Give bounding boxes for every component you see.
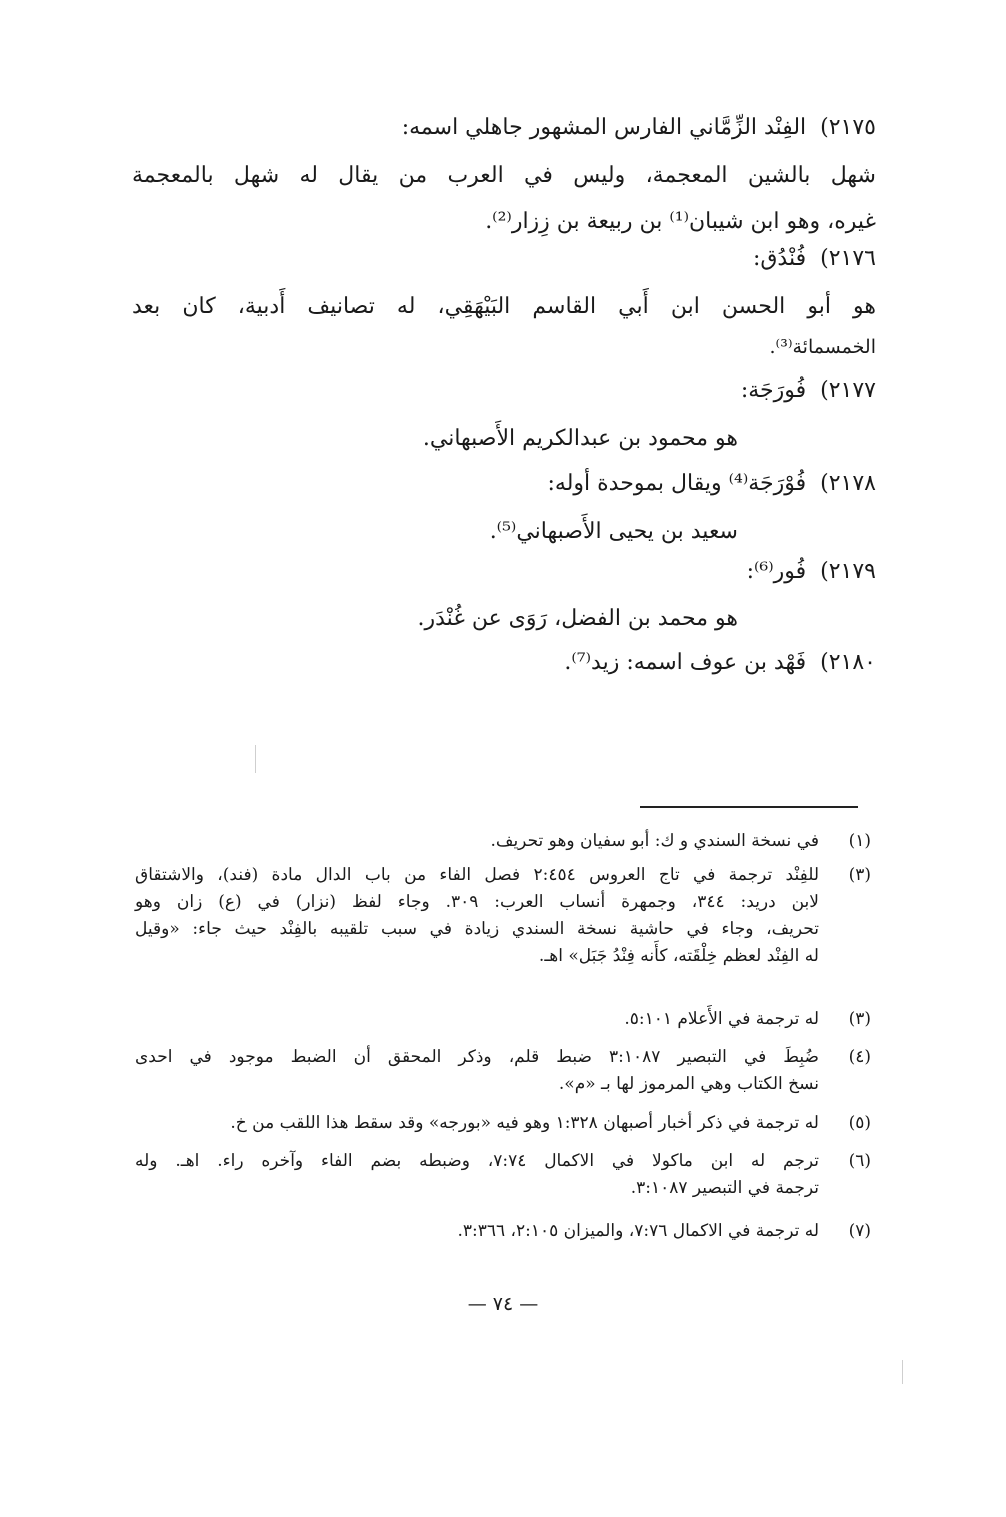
scan-mark — [255, 745, 256, 773]
footnote-marker: (١) — [848, 831, 871, 851]
entry-title: فُنْدُق: — [752, 246, 807, 271]
entry-number: ٢١٧٥) — [820, 115, 876, 140]
footnote-line: ترجم له ابن ماكولا في الاكمال ٧:٧٤، وضبطه بضم الفاء وآخره راء. اهـ. وله — [135, 1151, 819, 1171]
entry-number: ٢١٨٠) — [820, 650, 876, 675]
entry-2176-heading — [753, 244, 876, 274]
entry-2177-body-line-1: هو محمود بن عبدالكريم الأَصبهاني. — [422, 426, 738, 451]
entry-2175-body-line-2: غيره، وهو ابن شيبان⁽¹⁾ بن ربيعة بن زِزار⁽²⁾. — [485, 209, 876, 234]
entry-2178-body-line-1: سعيد بن يحيى الأَصبهاني⁽⁵⁾. — [489, 519, 738, 544]
footnote-line: ترجمة في التبصير ٣:١٠٨٧. — [630, 1178, 819, 1198]
footnote-line: له ترجمة في الاكمال ٧:٧٦، والميزان ٢:١٠٥، ٣:٣٦٦. — [457, 1221, 819, 1241]
entry-title: فُورَجَة: — [740, 378, 807, 403]
footnote-2 — [135, 862, 871, 970]
entry-number: ٢١٧٦) — [820, 246, 876, 271]
entry-title: فَهْد بن عوف اسمه: زيد⁽⁷⁾. — [564, 650, 807, 675]
scan-mark — [902, 1360, 903, 1384]
footnote-1 — [135, 828, 871, 855]
entry-2177-heading — [741, 376, 876, 406]
entry-2176-body-line-1: هو أبو الحسن ابن أَبي القاسم البَيْهَقِي، له تصانيف أَدبية، كان بعد — [132, 294, 876, 319]
entry-2179-heading — [747, 557, 876, 587]
footnote-3 — [135, 1006, 871, 1033]
footnote-line: تحريف، وجاء في حاشية نسخة السندي زيادة في سبب تلقيبه بالفِنْد حيث جاء: «وقيل — [135, 919, 819, 939]
footnote-marker: (٣) — [848, 865, 871, 885]
footnote-line: له ترجمة في الأَعلام ٥:١٠١. — [624, 1009, 819, 1029]
entry-2176-body-line-2: الخمسمائة⁽³⁾. — [769, 336, 876, 358]
footnote-separator — [640, 806, 858, 808]
footnote-marker: (٦) — [848, 1151, 871, 1171]
footnote-marker: (٥) — [848, 1113, 871, 1133]
footnote-4 — [135, 1044, 871, 1098]
footnote-line: له الفِنْد لعظم خِلْقَته، كأَنه فِنْدُ جَبَل» اهـ. — [538, 946, 819, 966]
page-number: — ٧٤ — — [467, 1293, 539, 1315]
footnote-marker: (٧) — [848, 1221, 871, 1241]
footnote-5 — [135, 1110, 871, 1137]
footnote-7 — [135, 1218, 871, 1245]
footnote-line: لابن دريد: ٣٤٤، وجمهرة أنساب العرب: ٣٠٩. وجاء لفظ (نزار) في (ع) زان وهو — [135, 892, 819, 912]
entry-2179-body-line-1: هو محمد بن الفضل، رَوَى عن غُنْدَر. — [417, 606, 738, 631]
footnote-line: ضُبِطَ في التبصير ٣:١٠٨٧ ضبط قلم، وذكر المحقق أن الضبط موجود في احدى — [135, 1047, 819, 1067]
entry-2175-body-line-1: شهل بالشين المعجمة، وليس في العرب من يقال له شهل بالمعجمة — [132, 163, 876, 188]
entry-title: الفِنْد الزِّمَّاني الفارس المشهور جاهلي اسمه: — [401, 115, 807, 140]
footnote-line: في نسخة السندي و ك: أبو سفيان وهو تحريف. — [490, 831, 819, 851]
entry-number: ٢١٧٨) — [820, 471, 876, 496]
entry-number: ٢١٧٩) — [820, 559, 876, 584]
footnote-marker: (٣) — [848, 1009, 871, 1029]
entry-2175-heading — [402, 113, 876, 143]
footnote-marker: (٤) — [848, 1047, 871, 1067]
entry-title: فُور⁽⁶⁾: — [746, 559, 807, 584]
entry-number: ٢١٧٧) — [820, 378, 876, 403]
entry-2178-heading — [548, 469, 876, 499]
entry-2180-heading — [564, 648, 876, 678]
footnote-line: نسخ الكتاب وهي المرموز لها بـ «م». — [558, 1074, 819, 1094]
footnote-line: للفِنْد ترجمة في تاج العروس ٢:٤٥٤ فصل الفاء من باب الدال مادة (فند)، والاشتقاق — [135, 865, 820, 885]
entry-title: فُوْرَجَة⁽⁴⁾ ويقال بموحدة أوله: — [547, 471, 807, 496]
footnote-6 — [135, 1148, 871, 1202]
footnote-line: له ترجمة في ذكر أخبار أصبهان ١:٣٢٨ وهو فيه «بورجه» وقد سقط هذا اللقب من خ. — [230, 1113, 819, 1133]
